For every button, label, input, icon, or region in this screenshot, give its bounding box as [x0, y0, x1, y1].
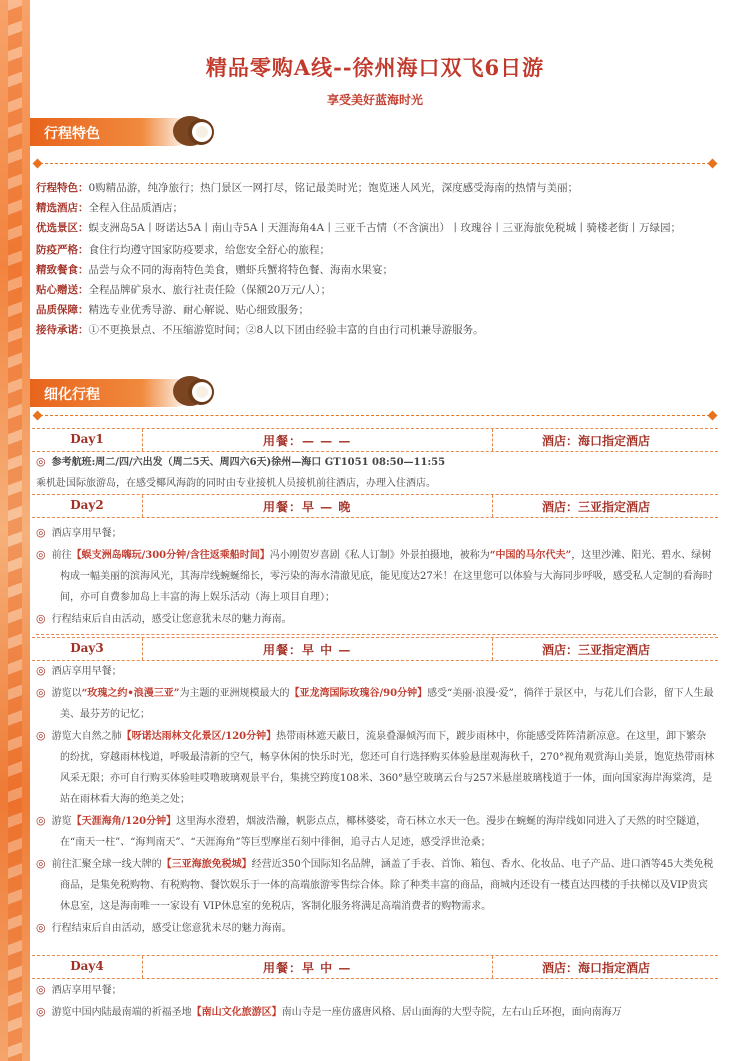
list-item: ◎ 游览大自然之肺【呀诺达雨林文化景区/120分钟】热带雨林遮天蔽日，流泉叠瀑倾泻而下，踱步雨林中，你能感受阵阵清新凉意。在这里，卸下繁杂的纷扰，穿越雨林栈道，呼吸最清新的空气，畅享休闲的快乐时光，您还可自行选择购买体验悬崖观海秋千，270°视角观赏海山美景，饱览热带雨林风采无限；亦可自行购买体验哇哎噜玻璃观景平台，集挑空跨度108米、360°悬空玻璃云台与257米悬崖玻璃栈道于一体，面向国家海岸海棠湾，是站在雨林看大海的绝美之处； — [36, 729, 715, 805]
section-divider — [34, 412, 716, 420]
list-item: ◎ 游览【天涯海角/120分钟】这里海水澄碧，烟波浩瀚，帆影点点，椰林婆娑，奇石林立水天一色。漫步在蜿蜒的海岸线如同进入了天然的时空隧道，在“南天一柱”、“海判南天”、“天涯海角”等巨型摩崖石刻中徘徊，追寻古人足迹，感受浮世沧桑； — [36, 814, 707, 848]
list-item: ◎ 酒店享用早餐； — [36, 983, 122, 996]
day-label: Day4 — [70, 959, 104, 973]
feature-item: 行程特色：0购精品游，纯净旅行；热门景区一网打尽，铭记最美时光；饱览迷人风光，深度感受海南的热情与美丽； — [36, 182, 579, 194]
day4-details — [36, 979, 716, 1023]
day3-details — [36, 660, 716, 939]
day-meals: 用餐：早 中 — — [263, 643, 352, 657]
day-label: Day3 — [70, 641, 104, 655]
list-item: ◎ 游览以“玫瑰之约•浪漫三亚”为主题的亚洲规模最大的【亚龙湾国际玫瑰谷/90分钟】感受“美丽·浪漫·爱”，徜徉于景区中，与花儿们合影，留下人生最美、最芬芳的记忆； — [36, 686, 714, 720]
coconut-icon — [170, 372, 216, 408]
day1-details: ◎ 参考航班:周二/四/六出发（周二5天、周四六6天)徐州—海口 GT1051 08:50—11:55 乘机赴国际旅游岛，在感受椰风海韵的同时由专业接机人员接机前往酒店，办理入住酒店。 — [36, 451, 716, 494]
day-header-4 — [32, 955, 718, 979]
feature-item: 精致餐食：品尝与众不同的海南特色美食，赠虾兵蟹将特色餐、海南水果宴； — [36, 264, 393, 276]
feature-item: 精选酒店：全程入住品质酒店； — [36, 202, 183, 214]
list-item: ◎ 前往【蜈支洲岛嗨玩/300分钟/含往返乘船时间】冯小刚贺岁喜剧《私人订制》外景拍摄地，被称为“中国的马尔代夫”，这里沙滩、阳光、碧水、绿树构成一幅美丽的滨海风光，其海岸线蜿蜒绵长，零污染的海水清澈见底，能见度达27米！在这里您可以体验与大海同步呼吸，感受私人定制的看海时间，亦可自费参加岛上丰富的海上娱乐活动（海上项目自理）； — [36, 548, 713, 603]
feature-item: 贴心赠送：全程品牌矿泉水、旅行社责任险（保额20万元/人）； — [36, 284, 332, 296]
list-item: ◎ 前往汇聚全球一线大牌的【三亚海旅免税城】经营近350个国际知名品牌，涵盖了手表、首饰、箱包、香水、化妆品、电子产品、进口酒等45大类免税商品，是集免税购物、有税购物、餐饮娱乐于一体的高端旅游零售综合体。除了种类丰富的商品，商城内还设有一楼直达四楼的手扶梯以及VIP贵宾休息室，这是海南唯一一家设有 VIP休息室的免税店，客制化服务将满足高端消费者的购物需求。 — [36, 857, 714, 912]
day2-details — [36, 522, 716, 635]
day-hotel: 酒店：三亚指定酒店 — [542, 643, 651, 657]
section-divider — [34, 160, 716, 168]
day-meals: 用餐：— — — — [263, 434, 352, 448]
section-title: 行程特色 — [44, 126, 100, 142]
list-item: ◎ 行程结束后自由活动，感受让您意犹未尽的魅力海南。 — [36, 921, 292, 934]
coconut-icon — [170, 112, 216, 148]
day-label: Day2 — [70, 498, 104, 512]
page-title: 精品零购A线--徐州海口双飞6日游 — [205, 55, 545, 80]
feature-item: 接待承诺：①不更换景点、不压缩游览时间；②8人以下团由经验丰富的自由行司机兼导游服务。 — [36, 324, 484, 336]
feature-item: 优选景区：蜈支洲岛5A丨呀诺达5A丨南山寺5A丨天涯海角4A丨三亚千古情（不含演出）丨玫瑰谷丨三亚海旅免税城丨骑楼老街丨万绿园； — [36, 222, 682, 234]
day-header-3 — [32, 637, 718, 661]
day-hotel: 酒店：海口指定酒店 — [542, 961, 651, 975]
section-title: 细化行程 — [44, 387, 100, 403]
section-header-itinerary — [30, 379, 190, 407]
section-header-features — [30, 118, 190, 146]
list-item: ◎ 酒店享用早餐； — [36, 664, 122, 677]
day-meals: 用餐：早 — 晚 — [263, 500, 352, 514]
day-meals: 用餐：早 中 — — [263, 961, 352, 975]
page-subtitle: 享受美好蓝海时光 — [326, 93, 423, 107]
day-header-1 — [32, 428, 718, 452]
day-label: Day1 — [70, 432, 104, 446]
feature-item: 防疫严格：食住行均遵守国家防疫要求，给您安全舒心的旅程； — [36, 244, 330, 256]
left-decorative-strip — [0, 0, 30, 1061]
day-hotel: 酒店：三亚指定酒店 — [542, 500, 651, 514]
feature-item: 品质保障：精选专业优秀导游、耐心解说、贴心细致服务； — [36, 304, 309, 316]
day-hotel: 酒店：海口指定酒店 — [542, 434, 651, 448]
features-list — [36, 178, 720, 340]
day-header-2 — [32, 494, 718, 518]
day1-desc: 乘机赴国际旅游岛，在感受椰风海韵的同时由专业接机人员接机前往酒店，办理入住酒店。 — [36, 478, 436, 489]
list-item: ◎ 行程结束后自由活动，感受让您意犹未尽的魅力海南。 — [36, 608, 716, 635]
list-item: ◎ 酒店享用早餐； — [36, 526, 122, 539]
flight-info: 参考航班:周二/四/六出发（周二5天、周四六6天)徐州—海口 GT1051 08:50—11:55 — [51, 457, 446, 468]
list-item: ◎ 游览中国内陆最南端的祈福圣地【南山文化旅游区】南山寺是一座仿盛唐风格、居山面海的大型寺院，左右山丘环抱，面向南海万 — [36, 1005, 622, 1018]
document-page — [30, 0, 750, 1061]
